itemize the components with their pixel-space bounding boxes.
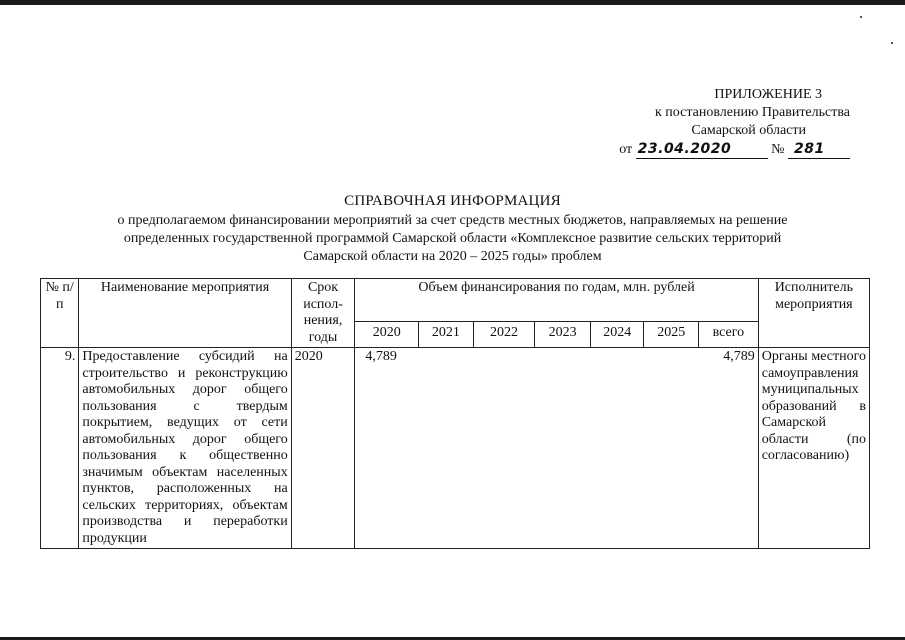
value-2020: 4,789 <box>365 349 397 364</box>
header-num: № п/п <box>41 279 79 348</box>
row-executor: Органы местного самоуправления муниципальных образований в Самарской области (по согласованию) <box>758 348 869 549</box>
row-term: 2020 <box>291 348 355 549</box>
scan-top-border <box>0 0 905 5</box>
appendix-block <box>619 86 850 159</box>
table-row <box>41 348 870 549</box>
handwritten-number: 281 <box>788 140 850 159</box>
year-header: 2024 <box>590 321 644 347</box>
appendix-date-line <box>619 140 850 159</box>
row-number: 9. <box>41 348 79 549</box>
header-term: Срок испол-нения, годы <box>291 279 355 348</box>
scan-speck <box>860 16 862 18</box>
handwritten-date: 23.04.2020 <box>636 140 768 159</box>
number-prefix: № <box>771 142 785 157</box>
year-header: 2021 <box>419 321 474 347</box>
value-total: 4,789 <box>723 349 755 364</box>
heading-line-2: определенных государственной программой Самарской области «Комплексное развитие сельских территорий <box>123 231 782 246</box>
scan-speck <box>891 42 893 44</box>
total-header: всего <box>699 321 759 347</box>
heading-line-3: Самарской области на 2020 – 2025 годы» проблем <box>303 249 602 264</box>
year-header: 2023 <box>535 321 591 347</box>
appendix-line-1: к постановлению Правительства <box>654 105 850 120</box>
funding-table <box>40 278 870 549</box>
date-prefix: от <box>619 142 633 157</box>
appendix-title: ПРИЛОЖЕНИЕ 3 <box>714 87 822 102</box>
row-values <box>355 348 758 549</box>
appendix-line-2: Самарской области <box>691 123 806 138</box>
document-heading <box>60 192 845 266</box>
header-name: Наименование мероприятия <box>79 279 291 348</box>
header-funding: Объем финансирования по годам, млн. рублей <box>355 279 758 322</box>
year-header: 2020 <box>355 321 419 347</box>
year-header: 2025 <box>644 321 699 347</box>
row-name: Предоставление субсидий на строительство и реконструкцию автомобильных дорог общего пользования с твердым покрытием, ведущих от сети автомобильных дорог общего пользования к общественно значимым объектам населенных пунктов, расположенных на сельских территориях, объектам производства и переработки продукции <box>79 348 291 549</box>
heading-line-1: о предполагаемом финансировании мероприятий за счет средств местных бюджетов, направляемых на решение <box>117 213 788 228</box>
document-title: СПРАВОЧНАЯ ИНФОРМАЦИЯ <box>344 193 561 209</box>
year-header: 2022 <box>473 321 535 347</box>
header-executor: Исполнитель мероприятия <box>758 279 869 348</box>
